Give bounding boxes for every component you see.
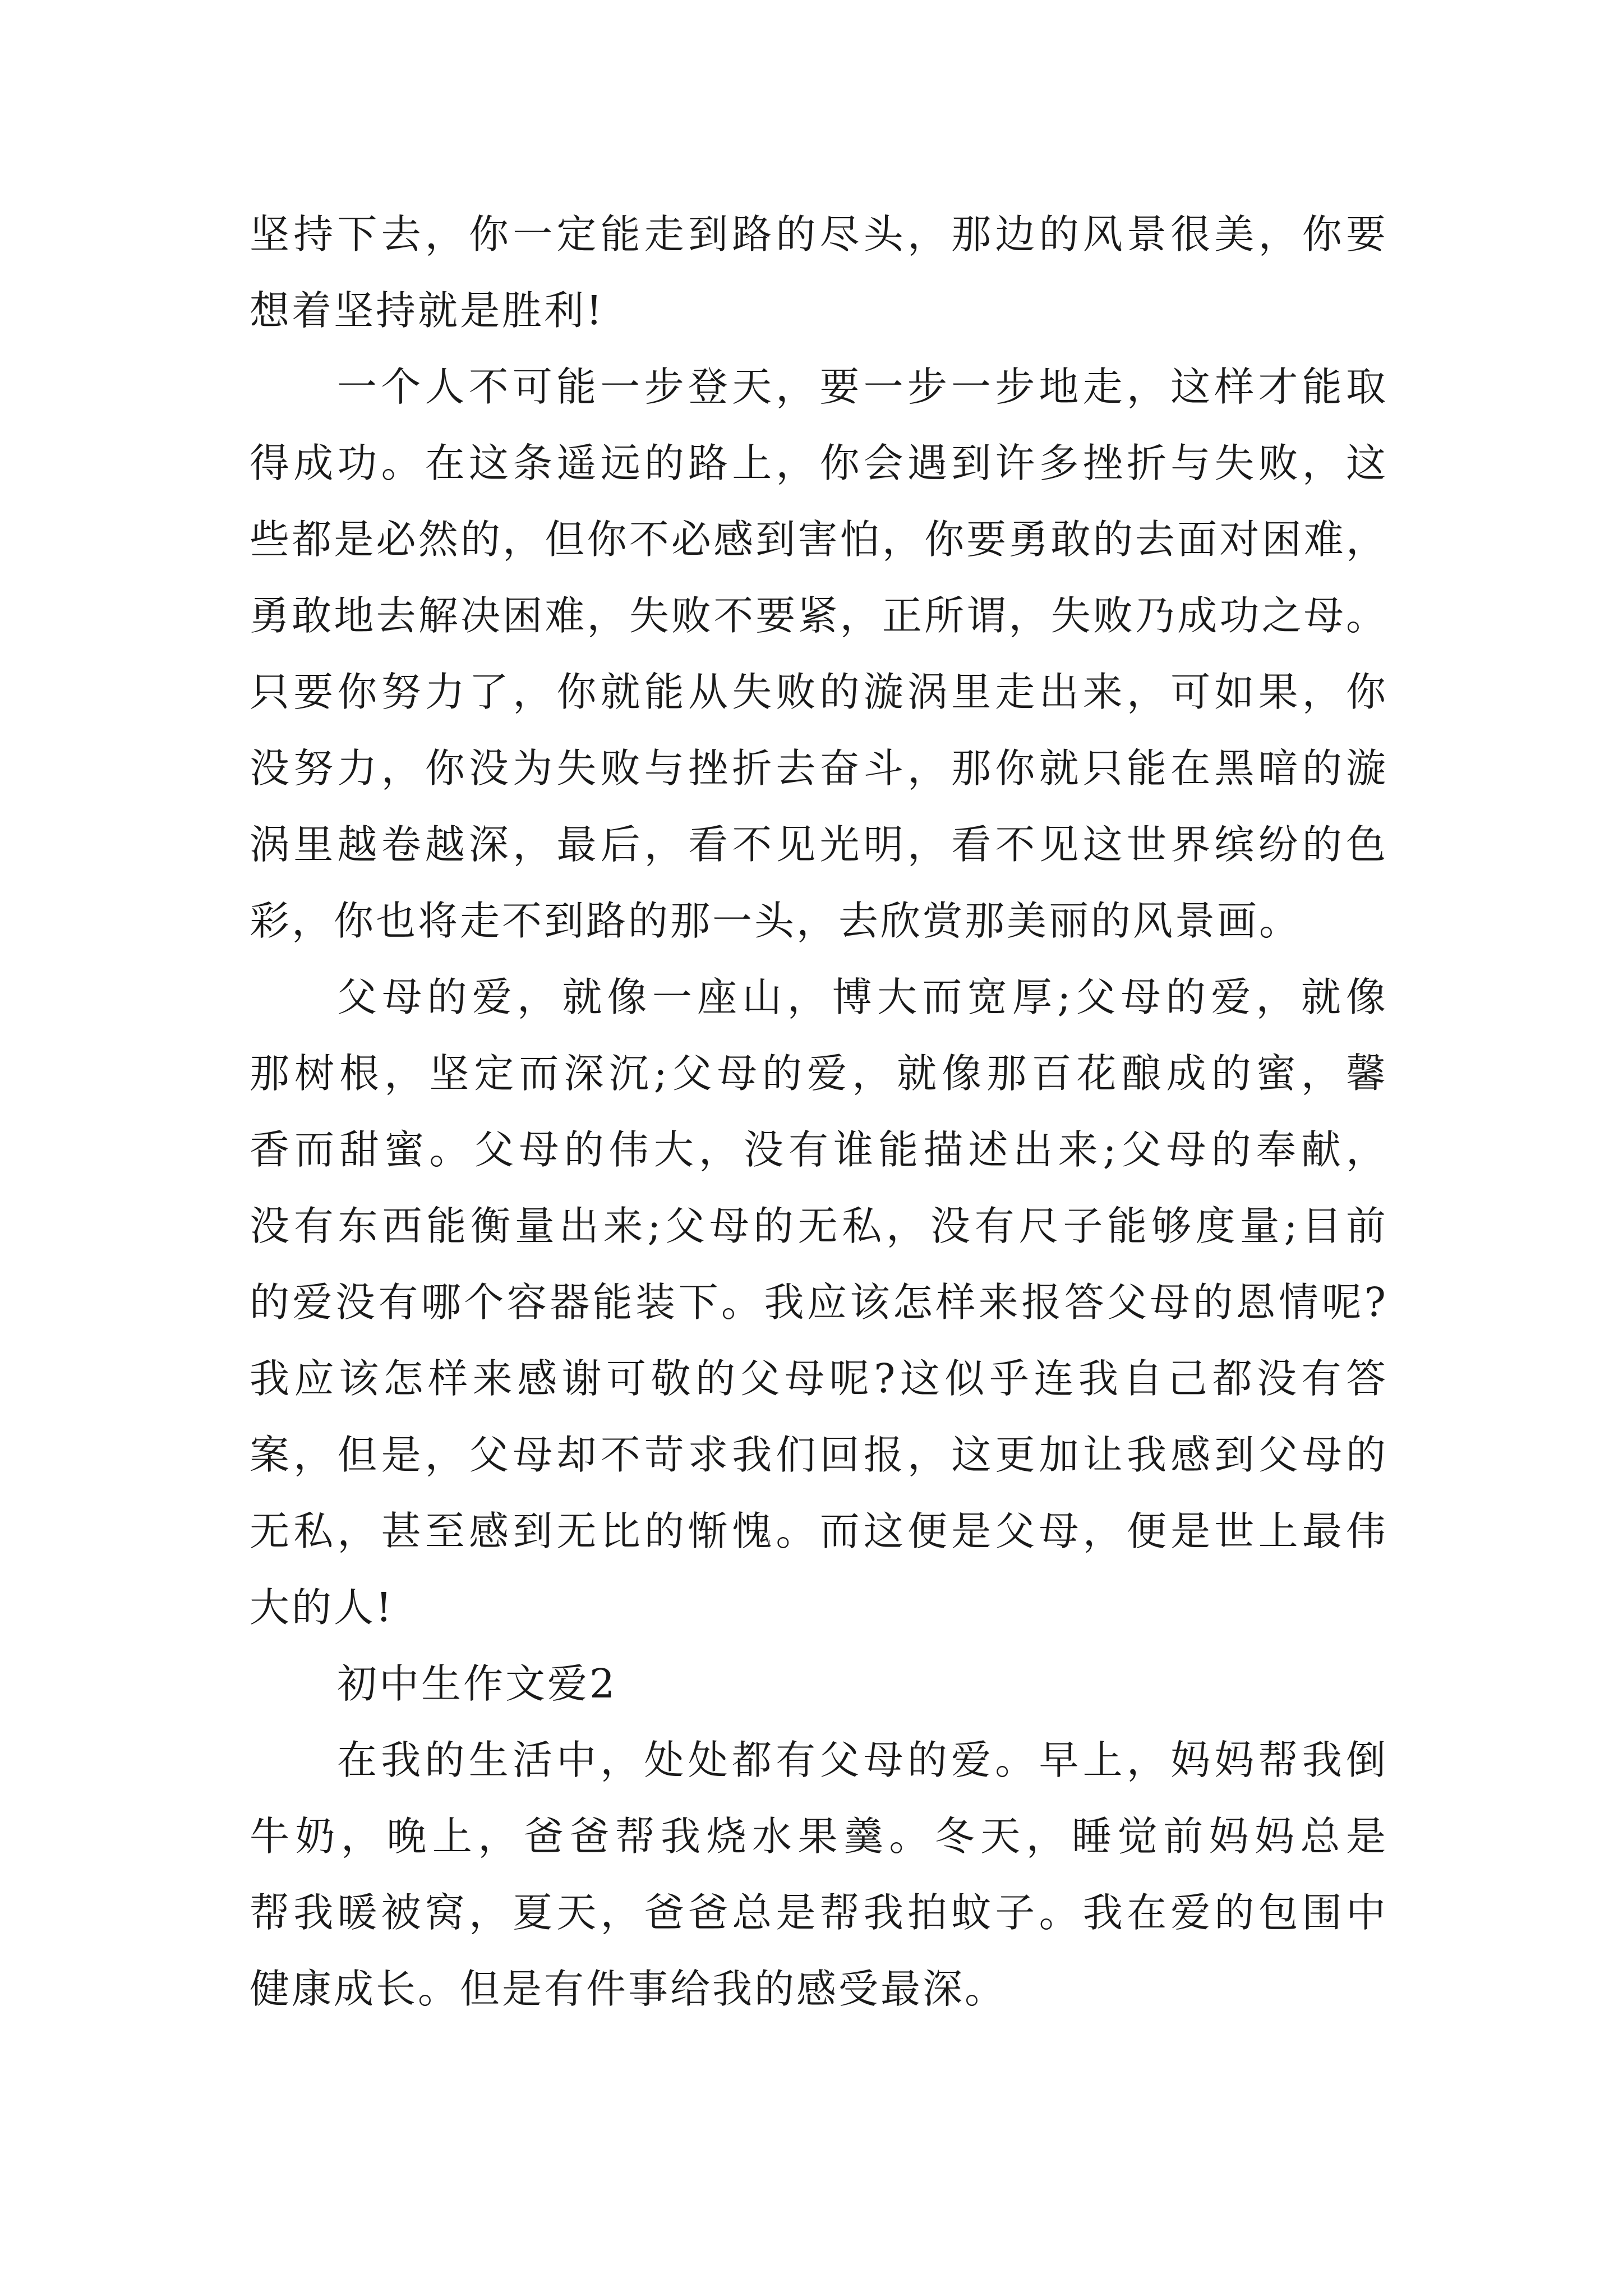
text-line: 我应该怎样来感谢可敬的父母呢?这似乎连我自己都没有答 [250,1355,1388,1402]
text-line: 彩，你也将走不到路的那一头，去欣赏那美丽的风景画。 [250,898,1302,944]
paragraph-start-line: 父母的爱，就像一座山，博大而宽厚;父母的爱，就像 [337,974,1388,1020]
text-line: 涡里越卷越深，最后，看不见光明，看不见这世界缤纷的色 [250,821,1388,868]
document-body [250,196,1388,2027]
text-line: 些都是必然的，但你不必感到害怕，你要勇敢的去面对困难， [250,516,1388,563]
text-line: 坚持下去，你一定能走到路的尽头，那边的风景很美，你要 [250,211,1388,257]
text-line: 那树根，坚定而深沉;父母的爱，就像那百花酿成的蜜，馨 [250,1050,1388,1097]
text-line: 香而甜蜜。父母的伟大，没有谁能描述出来;父母的奉献， [250,1126,1388,1173]
text-line: 案，但是，父母却不苛求我们回报，这更加让我感到父母的 [250,1432,1388,1478]
text-line: 健康成长。但是有件事给我的感受最深。 [250,1966,1007,2012]
paragraph-start-line: 在我的生活中，处处都有父母的爱。早上，妈妈帮我倒 [337,1737,1388,1783]
text-line: 想着坚持就是胜利! [250,287,605,334]
section-heading: 初中生作文爱2 [337,1660,617,1707]
text-line: 牛奶，晚上，爸爸帮我烧水果羹。冬天，睡觉前妈妈总是 [250,1813,1388,1860]
text-line: 无私，甚至感到无比的惭愧。而这便是父母，便是世上最伟 [250,1508,1388,1554]
paragraph-start-line: 一个人不可能一步登天，要一步一步地走，这样才能取 [337,364,1388,410]
text-line: 没有东西能衡量出来;父母的无私，没有尺子能够度量;目前 [250,1203,1388,1249]
text-line: 勇敢地去解决困难，失败不要紧，正所谓，失败乃成功之母。 [250,592,1388,639]
text-line: 只要你努力了，你就能从失败的漩涡里走出来，可如果，你 [250,669,1388,715]
text-line: 帮我暖被窝，夏天，爸爸总是帮我拍蚊子。我在爱的包围中 [250,1889,1388,1936]
text-line: 的爱没有哪个容器能装下。我应该怎样来报答父母的恩情呢? [250,1279,1388,1326]
text-line: 没努力，你没为失败与挫折去奋斗，那你就只能在黑暗的漩 [250,745,1388,792]
text-line: 大的人! [250,1584,394,1631]
text-line: 得成功。在这条遥远的路上，你会遇到许多挫折与失败，这 [250,440,1388,486]
